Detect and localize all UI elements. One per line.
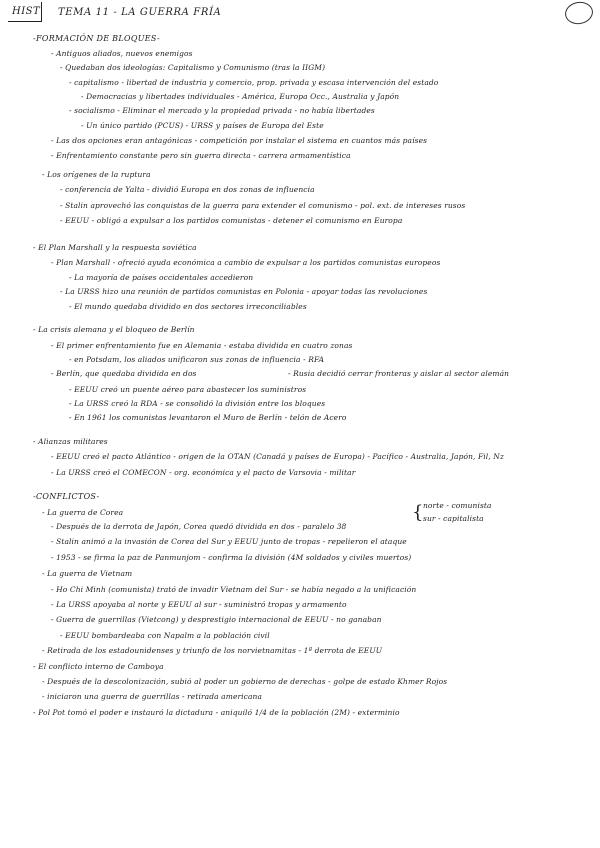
- note-line: - La mayoría de países occidentales accedieron: [69, 273, 254, 282]
- note-line: - La guerra de Corea: [42, 508, 124, 517]
- subject-label: HIST: [8, 2, 42, 22]
- note-line: - 1953 - se firma la paz de Panmunjom - confirma la división (4M soldados y civiles muertos): [51, 553, 412, 562]
- note-line: - Los orígenes de la ruptura: [42, 170, 151, 179]
- note-line: - EEUU - obligó a expulsar a los partidos comunistas - detener el comunismo en Europa: [60, 216, 403, 225]
- note-line: - El Plan Marshall y la respuesta soviética: [33, 243, 197, 252]
- note-line: - Después de la descolonización, subió al poder un gobierno de derechas - golpe de estado Khmer Rojos: [42, 677, 448, 686]
- note-line: - iniciaron una guerra de guerrillas - retirada americana: [42, 692, 263, 701]
- note-line: - conferencia de Yalta - dividió Europa en dos zonas de influencia: [60, 185, 315, 194]
- note-line: - En 1961 los comunistas levantaron el Muro de Berlín - telón de Acero: [69, 413, 347, 422]
- note-line: - Plan Marshall - ofreció ayuda económica a cambio de expulsar a los partidos comunistas europeos: [51, 258, 441, 267]
- note-line: - Un único partido (PCUS) - URSS y países de Europa del Este: [81, 121, 324, 130]
- note-line: - Stalin aprovechó las conquistas de la guerra para extender el comunismo - pol. ext. de intereses rusos: [60, 201, 466, 210]
- note-line: - La URSS creó el COMECON - org. económica y el pacto de Varsovia - militar: [51, 468, 356, 477]
- note-line: - socialismo - Eliminar el mercado y la propiedad privada - no había libertades: [69, 106, 375, 115]
- note-line: - Alianzas militares: [33, 437, 108, 446]
- note-line: - en Potsdam, los aliados unificaron sus zonas de influencia - RFA: [69, 355, 325, 364]
- note-line: -FORMACIÓN DE BLOQUES-: [33, 34, 160, 43]
- note-line: - capitalismo - libertad de industria y comercio, prop. privada y escasa intervención del estado: [69, 78, 439, 87]
- note-line: - Berlín, que quedaba dividida en dos: [51, 369, 197, 378]
- note-line: - Después de la derrota de Japón, Corea quedó dividida en dos - paralelo 38: [51, 522, 347, 531]
- note-line: - Pol Pot tomó el poder e instauró la dictadura - aniquiló 1/4 de la población (2M) - exterminio: [33, 708, 400, 717]
- note-line: - La URSS hizo una reunión de partidos comunistas en Polonia - apoyar todas las revoluciones: [60, 287, 428, 296]
- note-line: - Guerra de guerrillas (Vietcong) y desprestigio internacional de EEUU - no ganaban: [51, 615, 382, 624]
- note-line: - Enfrentamiento constante pero sin guerra directa - carrera armamentística: [51, 151, 351, 160]
- note-line: - Retirada de los estadounidenses y triunfo de los norvietnamitas - 1ª derrota de EEUU: [42, 646, 383, 655]
- note-line: - EEUU bombardeaba con Napalm a la población civil: [60, 631, 270, 640]
- note-line: - Stalin animó a la invasión de Corea del Sur y EEUU junto de tropas - repelieron el ataque: [51, 537, 407, 546]
- note-line: - Democracias y libertades individuales - América, Europa Occ., Australia y Japón: [81, 92, 400, 101]
- note-line: - EEUU creó el pacto Atlántico - origen de la OTAN (Canadá y países de Europa) - Pacífico - Australia, Japón, Fil, Nz: [51, 452, 504, 461]
- note-line: - Antiguos aliados, nuevos enemigos: [51, 49, 193, 58]
- note-line: norte - comunista: [423, 501, 492, 510]
- note-line: - El primer enfrentamiento fue en Alemania - estaba dividida en cuatro zonas: [51, 341, 353, 350]
- note-line: - El mundo quedaba dividido en dos sectores irreconciliables: [69, 302, 307, 311]
- note-line: - La URSS creó la RDA - se consolidó la división entre los bloques: [69, 399, 326, 408]
- note-line: - La URSS apoyaba al norte y EEUU al sur - suministró tropas y armamento: [51, 600, 347, 609]
- page-title: TEMA 11 - LA GUERRA FRÍA: [58, 7, 222, 18]
- note-line: sur - capitalista: [423, 514, 484, 523]
- note-line: - Ho Chi Minh (comunista) trató de invadir Vietnam del Sur - se había negado a la unificación: [51, 585, 417, 594]
- note-line: - La crisis alemana y el bloqueo de Berlín: [33, 325, 195, 334]
- note-line: - La guerra de Vietnam: [42, 569, 133, 578]
- note-line: - EEUU creó un puente aéreo para abastecer los suministros: [69, 385, 307, 394]
- note-line: - Rusia decidió cerrar fronteras y aislar al sector alemán: [288, 369, 510, 378]
- brace-mark: {: [412, 502, 424, 523]
- note-line: - Las dos opciones eran antagónicas - competición por instalar el sistema en cuantos más países: [51, 136, 428, 145]
- note-line: - Quedaban dos ideologías: Capitalismo y Comunismo (tras la IIGM): [60, 63, 326, 72]
- note-line: -CONFLICTOS-: [33, 492, 100, 501]
- note-line: - El conflicto interno de Camboya: [33, 662, 164, 671]
